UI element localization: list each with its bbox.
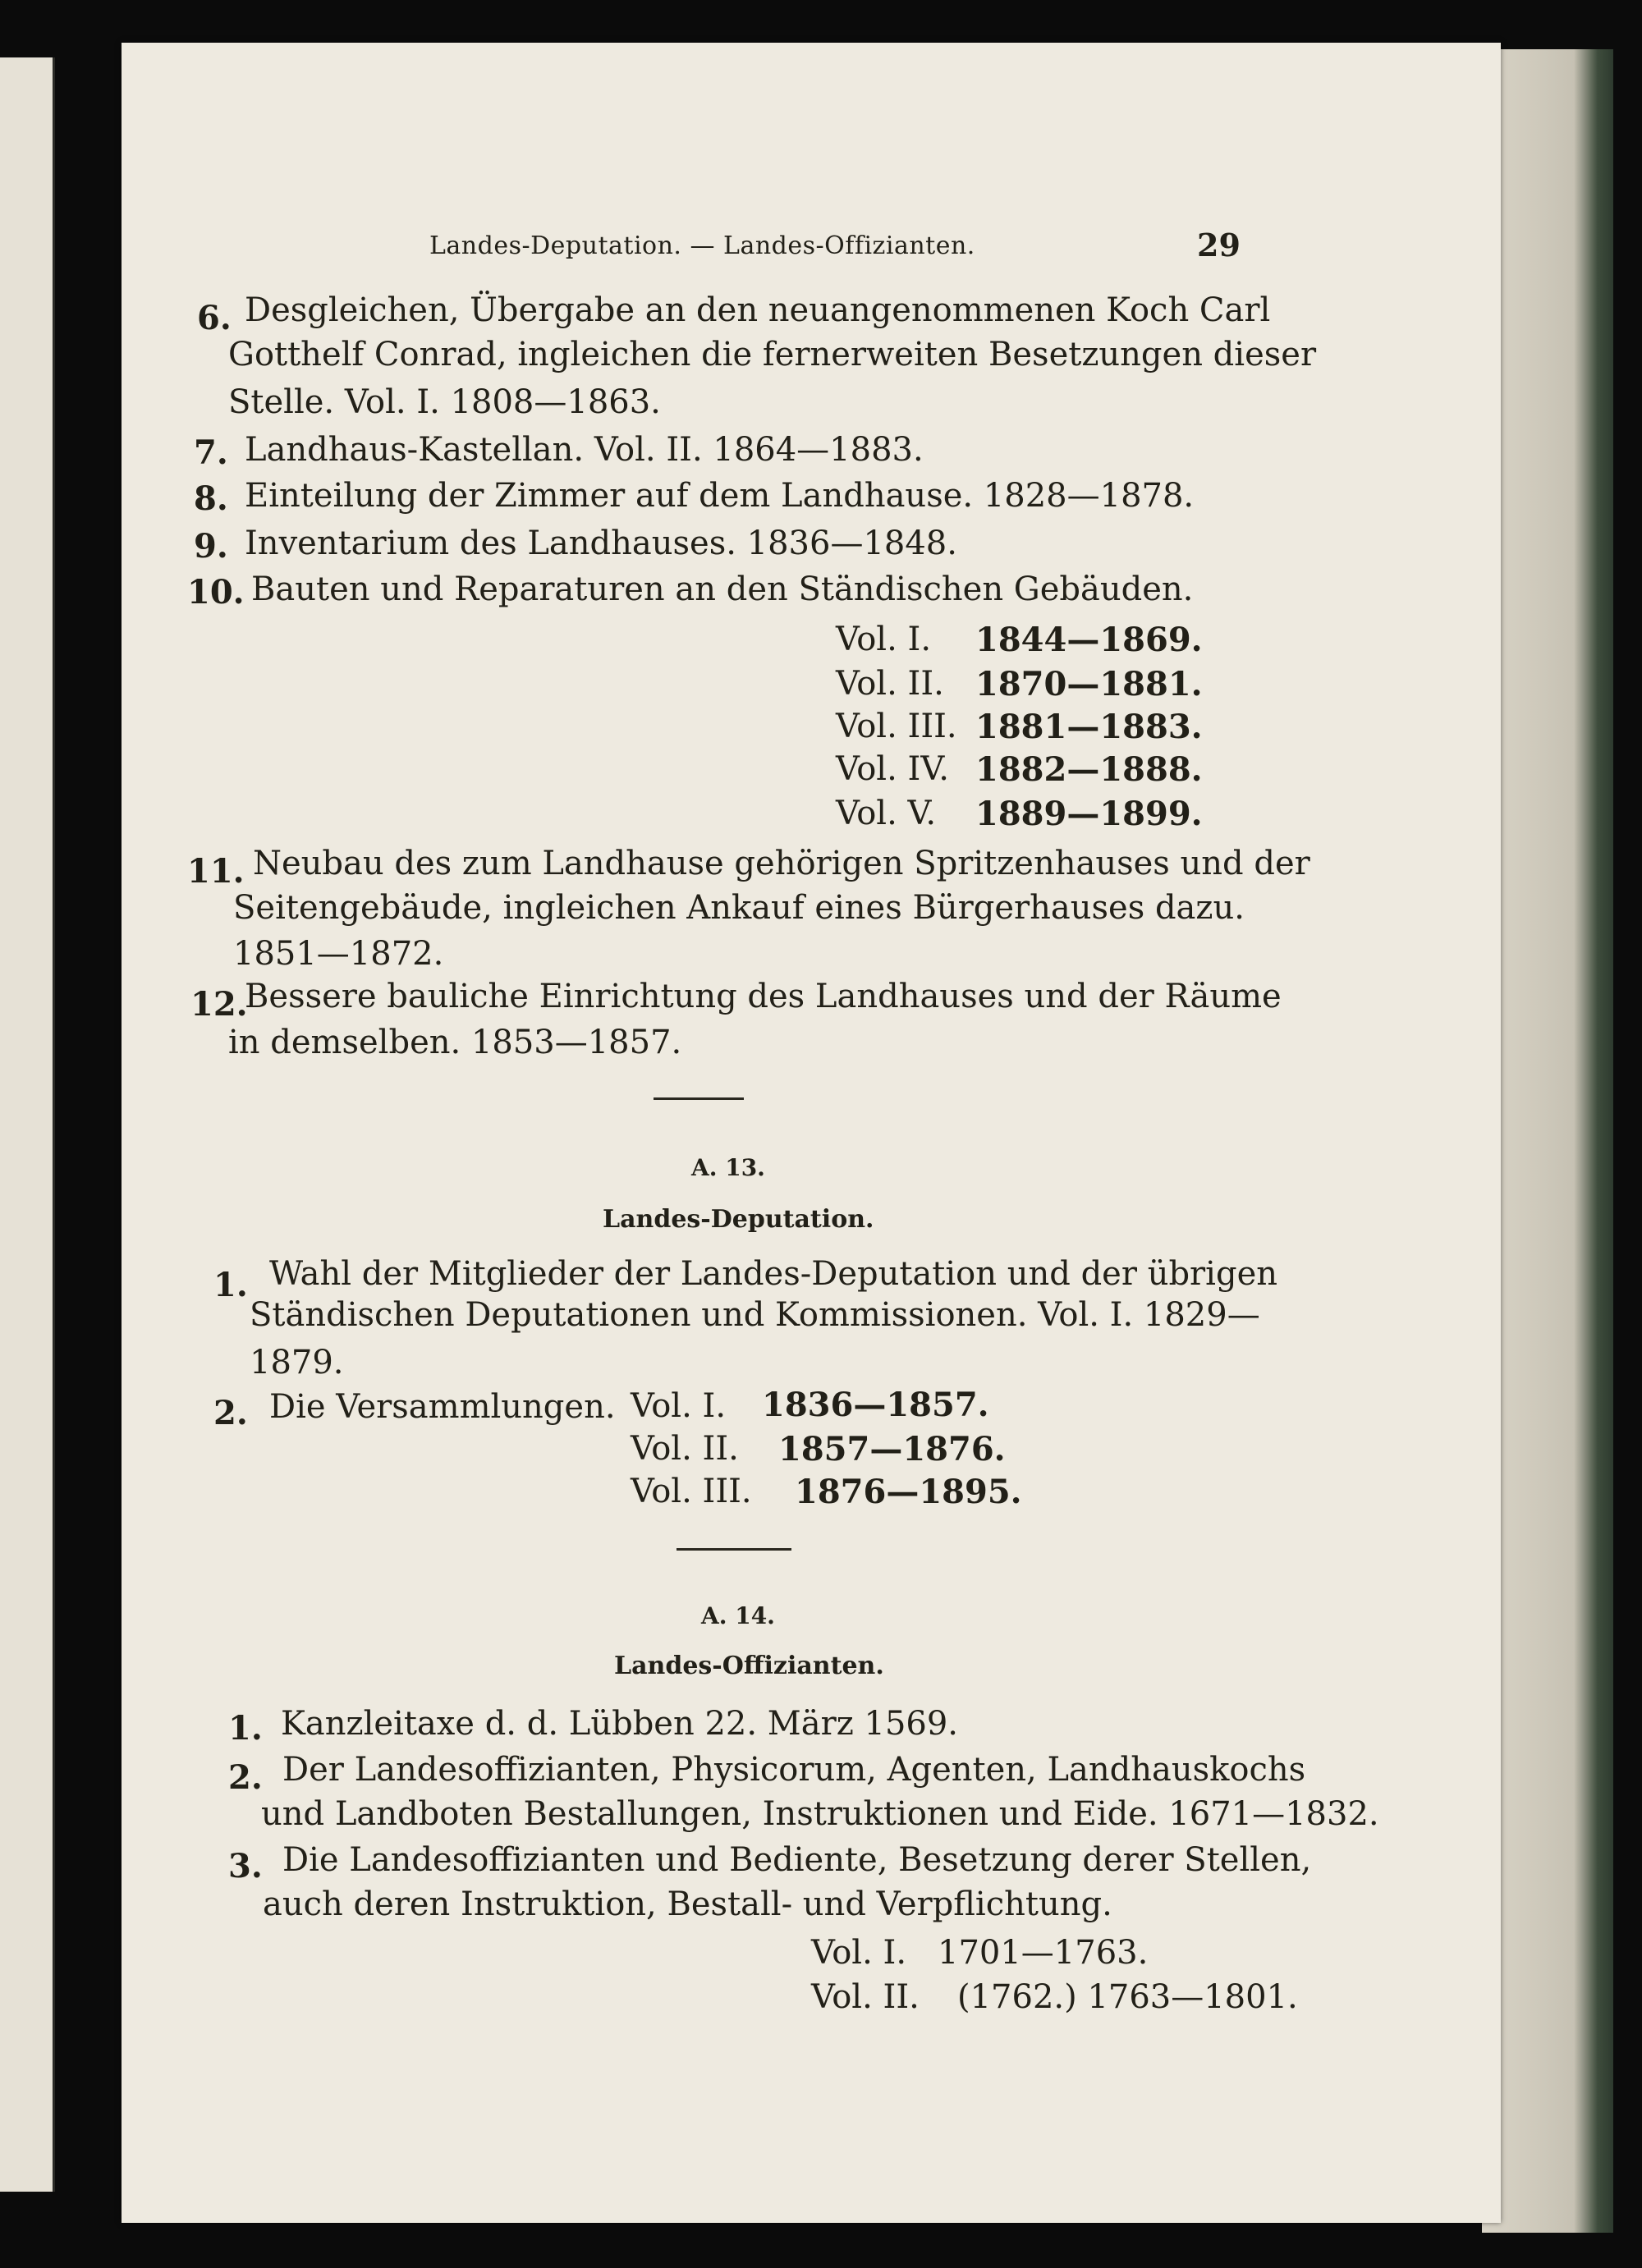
volume-years: 1836—1857. bbox=[762, 1386, 989, 1424]
item-text-line: Bauten und Reparaturen an den Ständischen Gebäuden. bbox=[251, 570, 1194, 608]
item-number: 1. bbox=[213, 1266, 248, 1304]
item-text-line: Bessere bauliche Einrichtung des Landhauses und der Räume bbox=[245, 978, 1282, 1015]
item-number: 11. bbox=[187, 852, 245, 891]
item-text-line: Die Versammlungen. bbox=[269, 1388, 616, 1426]
volume-years: 1876—1895. bbox=[795, 1473, 1022, 1511]
item-number: 2. bbox=[213, 1394, 248, 1432]
section-title: Landes-Deputation. bbox=[603, 1205, 874, 1234]
volume-label: Vol. II. bbox=[811, 1978, 920, 2016]
section-id: A. 14. bbox=[701, 1602, 775, 1629]
item-text-line: auch deren Instruktion, Bestall- und Verpflichtung. bbox=[263, 1885, 1112, 1923]
volume-label: Vol. III. bbox=[836, 708, 957, 745]
item-text-line: Der Landesoffizianten, Physicorum, Agenten, Landhauskochs bbox=[282, 1751, 1306, 1789]
item-text-line: Landhaus-Kastellan. Vol. II. 1864—1883. bbox=[245, 431, 924, 469]
item-number: 12. bbox=[190, 985, 248, 1024]
volume-label: Vol. II. bbox=[836, 665, 944, 703]
item-text-line: und Landboten Bestallungen, Instruktionen und Eide. 1671—1832. bbox=[261, 1795, 1379, 1833]
volume-years: 1857—1876. bbox=[778, 1430, 1006, 1468]
item-number: 7. bbox=[194, 433, 228, 472]
volume-years: 1882—1888. bbox=[975, 750, 1203, 789]
item-number: 2. bbox=[228, 1758, 263, 1797]
volume-years: 1844—1869. bbox=[975, 621, 1203, 659]
section-divider bbox=[677, 1548, 791, 1551]
book-page-edges bbox=[1482, 49, 1613, 2233]
volume-label: Vol. I. bbox=[631, 1387, 727, 1425]
facing-page-edge bbox=[0, 57, 55, 2192]
volume-years: (1762.) 1763—1801. bbox=[957, 1978, 1298, 2016]
volume-label: Vol. II. bbox=[631, 1430, 739, 1468]
item-text-line: 1879. bbox=[250, 1344, 344, 1381]
book-page bbox=[122, 43, 1501, 2223]
running-title: Landes-Deputation. — Landes-Offizianten. bbox=[429, 231, 975, 260]
item-text-line: Die Landesoffizianten und Bediente, Besetzung derer Stellen, bbox=[282, 1841, 1312, 1879]
section-divider bbox=[654, 1097, 744, 1100]
item-text-line: in demselben. 1853—1857. bbox=[228, 1024, 682, 1061]
item-text-line: Seitengebäude, ingleichen Ankauf eines Bürgerhauses dazu. bbox=[233, 889, 1245, 927]
item-text-line: Gotthelf Conrad, ingleichen die fernerweiten Besetzungen dieser bbox=[228, 336, 1317, 373]
volume-years: 1881—1883. bbox=[975, 708, 1203, 746]
volume-years: 1701—1763. bbox=[938, 1934, 1149, 1972]
item-text-line: 1851—1872. bbox=[233, 935, 444, 973]
item-text-line: Stelle. Vol. I. 1808—1863. bbox=[228, 383, 661, 421]
volume-label: Vol. III. bbox=[631, 1473, 752, 1510]
item-number: 3. bbox=[228, 1847, 263, 1885]
volume-label: Vol. IV. bbox=[836, 750, 949, 788]
volume-label: Vol. I. bbox=[836, 621, 932, 658]
section-title: Landes-Offizianten. bbox=[614, 1652, 884, 1680]
page-number: 29 bbox=[1197, 227, 1241, 263]
item-text-line: Inventarium des Landhauses. 1836—1848. bbox=[245, 525, 957, 562]
volume-label: Vol. I. bbox=[811, 1934, 907, 1972]
item-number: 6. bbox=[197, 299, 232, 337]
section-id: A. 13. bbox=[691, 1154, 765, 1181]
item-text-line: Kanzleitaxe d. d. Lübben 22. März 1569. bbox=[281, 1705, 958, 1743]
item-number: 8. bbox=[194, 479, 228, 518]
volume-label: Vol. V. bbox=[836, 795, 937, 832]
item-number: 10. bbox=[187, 573, 245, 612]
item-text-line: Desgleichen, Übergabe an den neuangenommenen Koch Carl bbox=[245, 291, 1271, 329]
item-text-line: Wahl der Mitglieder der Landes-Deputation und der übrigen bbox=[269, 1255, 1278, 1293]
item-number: 1. bbox=[228, 1709, 263, 1748]
volume-years: 1870—1881. bbox=[975, 665, 1203, 703]
item-text-line: Ständischen Deputationen und Kommissionen. Vol. I. 1829— bbox=[250, 1296, 1260, 1334]
item-text-line: Einteilung der Zimmer auf dem Landhause. 1828—1878. bbox=[245, 477, 1195, 515]
item-number: 9. bbox=[194, 527, 228, 566]
item-text-line: Neubau des zum Landhause gehörigen Spritzenhauses und der bbox=[253, 845, 1310, 882]
volume-years: 1889—1899. bbox=[975, 795, 1203, 833]
